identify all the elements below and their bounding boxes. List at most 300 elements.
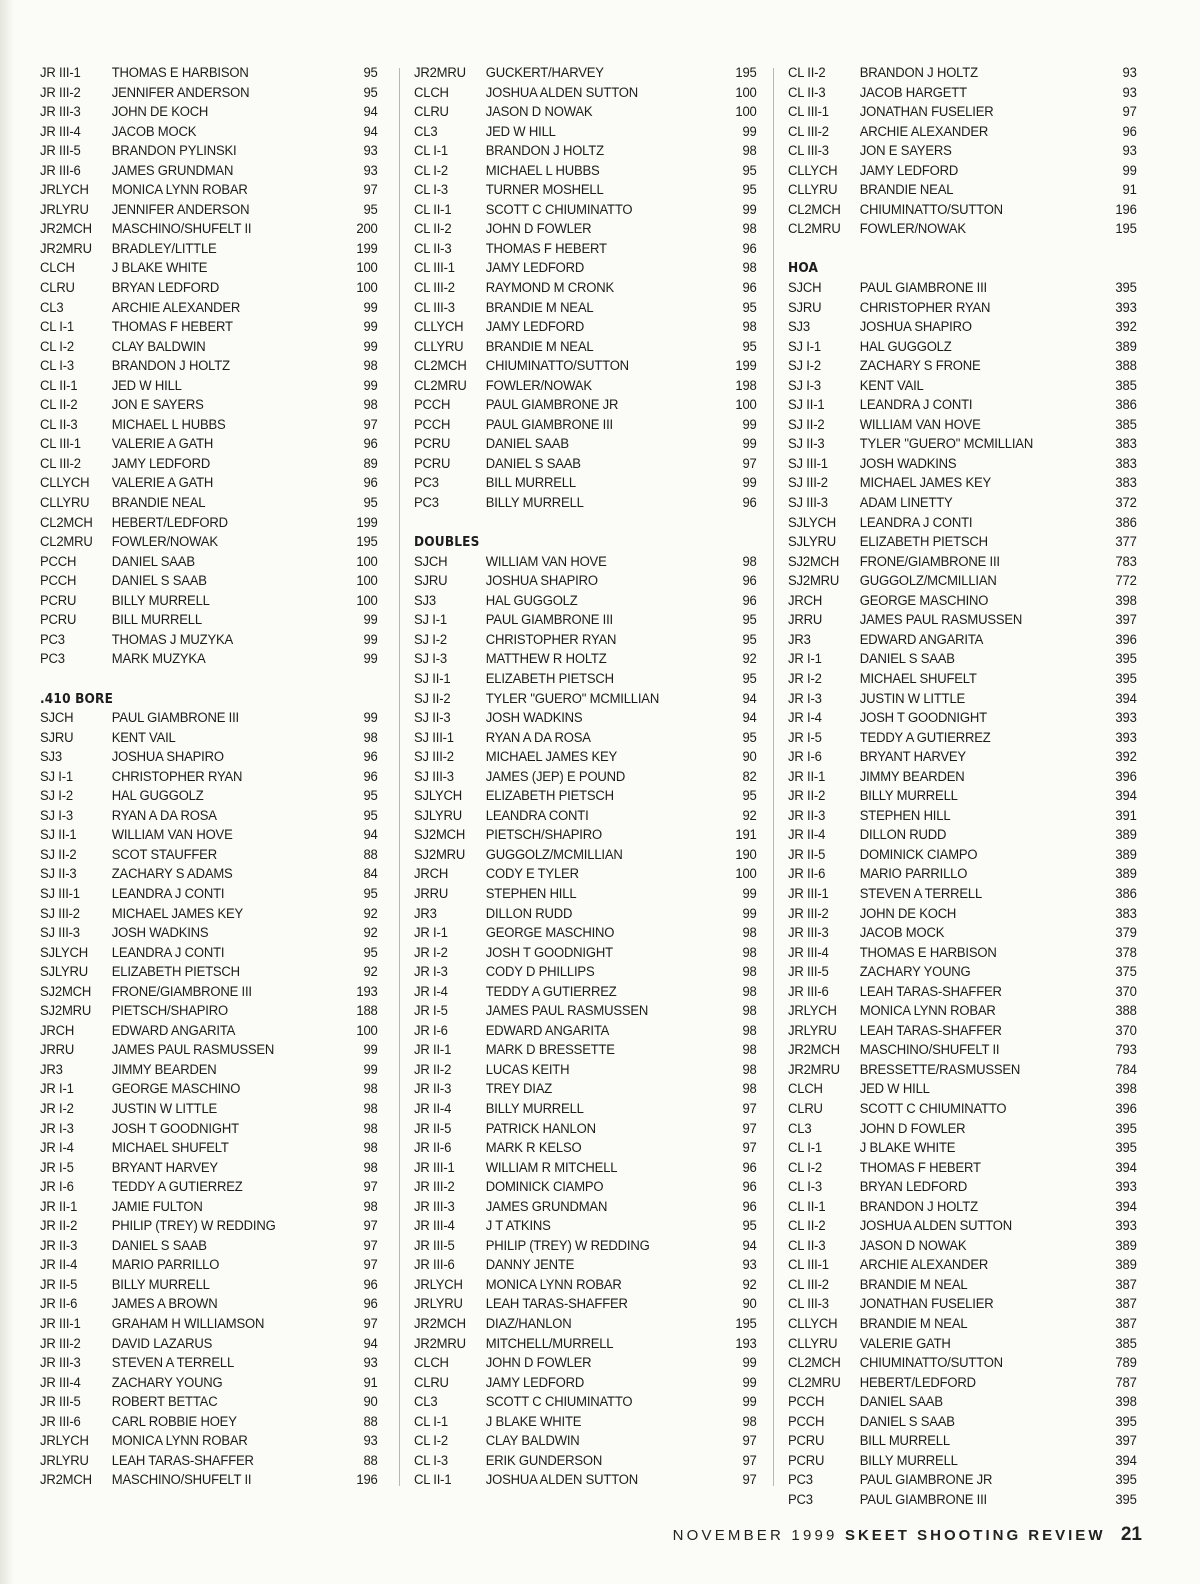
event-code: CLRU — [40, 280, 75, 297]
event-code: CLLYCH — [40, 475, 90, 492]
column-divider — [773, 68, 774, 1486]
event-code: JR II-1 — [40, 1198, 78, 1215]
event-code: SJ I-2 — [40, 788, 73, 805]
shooter-name: WILLIAM VAN HOVE — [111, 827, 233, 844]
result-row — [788, 1432, 1144, 1452]
score-value: 398 — [1115, 1394, 1137, 1411]
score-value: 784 — [1115, 1061, 1137, 1078]
event-code: CL3 — [414, 123, 438, 140]
result-row — [40, 553, 385, 573]
shooter-name: BILL MURRELL — [485, 475, 576, 492]
score-value: 97 — [363, 416, 378, 433]
result-row — [40, 1432, 385, 1452]
result-row — [788, 944, 1144, 964]
score-value: 93 — [1122, 84, 1137, 101]
result-row — [788, 807, 1144, 827]
score-value: 99 — [363, 377, 378, 394]
result-row — [414, 1237, 764, 1257]
result-row — [788, 514, 1144, 534]
result-row — [40, 826, 385, 846]
result-row — [414, 84, 764, 104]
result-row — [40, 533, 385, 553]
shooter-name: CHIUMINATTO/SUTTON — [859, 1355, 1003, 1372]
result-row — [40, 924, 385, 944]
event-code: CL II-2 — [788, 65, 826, 81]
shooter-name: THOMAS F HEBERT — [485, 240, 607, 257]
footer-publication-title: SKEET SHOOTING REVIEW — [844, 1527, 1106, 1544]
event-code: SJ I-1 — [788, 338, 821, 355]
shooter-name: MARIO PARRILLO — [111, 1257, 220, 1274]
result-row — [40, 846, 385, 866]
result-row — [414, 611, 764, 631]
result-row — [414, 279, 764, 299]
event-code: JR I-6 — [40, 1179, 74, 1196]
result-row — [40, 64, 385, 84]
score-value: 95 — [742, 612, 757, 629]
event-code: JR III-5 — [788, 964, 829, 981]
result-row — [40, 357, 385, 377]
event-code: JR I-2 — [788, 670, 822, 687]
shooter-name: J BLAKE WHITE — [111, 260, 208, 277]
shooter-name: THOMAS E HARBISON — [859, 944, 997, 961]
result-row — [414, 1256, 764, 1276]
result-row — [788, 650, 1144, 670]
result-row — [40, 865, 385, 885]
result-row — [788, 299, 1144, 319]
score-value: 98 — [742, 925, 757, 942]
shooter-name: MASCHINO/SHUFELT II — [111, 221, 252, 238]
event-code: JR2MCH — [788, 1042, 840, 1059]
event-code: CLRU — [788, 1100, 823, 1117]
shooter-name: WILLIAM VAN HOVE — [859, 416, 981, 433]
shooter-name: JOHN DE KOCH — [859, 905, 957, 922]
event-code: CL II-2 — [788, 1218, 826, 1235]
event-code: JR I-4 — [788, 710, 822, 727]
result-row — [40, 162, 385, 182]
shooter-name: LUCAS KEITH — [485, 1061, 570, 1078]
result-row — [40, 1022, 385, 1042]
score-value: 97 — [742, 1100, 757, 1117]
result-row — [414, 1315, 764, 1335]
result-row — [40, 1198, 385, 1218]
event-code: CL II-1 — [414, 1472, 452, 1489]
score-value: 91 — [1122, 182, 1137, 199]
result-row — [788, 826, 1144, 846]
shooter-name: STEVEN A TERRELL — [111, 1355, 235, 1372]
score-value: 392 — [1115, 319, 1137, 336]
shooter-name: JAMES (JEP) E POUND — [485, 768, 626, 785]
event-code: CL3 — [788, 1120, 812, 1137]
event-code: PC3 — [40, 631, 65, 648]
result-row — [40, 963, 385, 983]
result-row — [40, 299, 385, 319]
score-value: 191 — [735, 827, 757, 844]
result-row — [788, 963, 1144, 983]
shooter-name: MONICA LYNN ROBAR — [485, 1276, 622, 1293]
shooter-name: ARCHIE ALEXANDER — [859, 1257, 989, 1274]
shooter-name: BRANDIE M NEAL — [485, 338, 594, 355]
shooter-name: STEVEN A TERRELL — [859, 885, 983, 902]
score-value: 393 — [1115, 710, 1137, 727]
event-code: CL II-2 — [414, 221, 452, 238]
shooter-name: THOMAS J MUZYKA — [111, 631, 234, 648]
shooter-name: BILL MURRELL — [859, 1433, 950, 1450]
shooter-name: SCOT STAUFFER — [111, 846, 217, 863]
shooter-name: JAMES PAUL RASMUSSEN — [111, 1042, 275, 1059]
shooter-name: ARCHIE ALEXANDER — [111, 299, 241, 316]
result-row — [414, 1041, 764, 1061]
event-code: JR III-6 — [788, 983, 829, 1000]
score-value: 98 — [742, 221, 757, 238]
event-code: CL I-1 — [414, 143, 448, 160]
score-value: 88 — [363, 1413, 378, 1430]
event-code: SJ II-1 — [414, 670, 451, 687]
score-value: 393 — [1115, 729, 1137, 746]
result-row — [40, 1295, 385, 1315]
result-row — [40, 142, 385, 162]
result-row — [788, 1256, 1144, 1276]
score-value: 97 — [363, 1179, 378, 1196]
result-row — [788, 220, 1144, 240]
result-row — [414, 924, 764, 944]
shooter-name: JOSH T GOODNIGHT — [111, 1120, 239, 1137]
event-code: SJ2MCH — [414, 827, 466, 844]
result-row — [788, 1178, 1144, 1198]
result-row — [40, 416, 385, 436]
score-value: 379 — [1115, 925, 1137, 942]
result-row — [788, 494, 1144, 514]
shooter-name: JOSH WADKINS — [485, 710, 583, 727]
score-value: 94 — [742, 710, 757, 727]
event-code: SJ2MRU — [40, 1003, 92, 1020]
result-row — [414, 729, 764, 749]
score-value: 394 — [1115, 1198, 1137, 1215]
event-code: CLLYCH — [414, 319, 464, 336]
event-code: SJ I-3 — [40, 807, 73, 824]
score-value: 393 — [1115, 1179, 1137, 1196]
score-value: 96 — [363, 436, 378, 453]
score-value: 389 — [1115, 1257, 1137, 1274]
event-code: CL II-3 — [414, 240, 452, 257]
event-code: CL III-1 — [414, 260, 455, 277]
event-code: PC3 — [414, 475, 439, 492]
score-value: 385 — [1115, 1335, 1137, 1352]
shooter-name: ZACHARY S FRONE — [859, 358, 981, 375]
shooter-name: GEORGE MASCHINO — [485, 925, 615, 942]
score-value: 97 — [742, 1433, 757, 1450]
shooter-name: J T ATKINS — [485, 1218, 551, 1235]
event-code: JRLYRU — [788, 1022, 837, 1039]
result-row — [40, 1374, 385, 1394]
score-value: 91 — [363, 1374, 378, 1391]
score-value: 94 — [363, 827, 378, 844]
score-value: 92 — [742, 807, 757, 824]
result-row — [414, 826, 764, 846]
result-row — [788, 377, 1144, 397]
shooter-name: CLAY BALDWIN — [111, 338, 206, 355]
event-code: JR III-5 — [40, 1394, 81, 1411]
result-row — [40, 1393, 385, 1413]
shooter-name: BRANDIE M NEAL — [485, 299, 594, 316]
score-value: 96 — [363, 475, 378, 492]
event-code: CL I-3 — [788, 1179, 822, 1196]
event-code: SJ II-3 — [40, 866, 77, 883]
shooter-name: JENNIFER ANDERSON — [111, 201, 250, 218]
result-row — [788, 553, 1144, 573]
event-code: CL II-1 — [40, 377, 78, 394]
event-code: JR2MCH — [40, 221, 92, 238]
score-value: 97 — [363, 1316, 378, 1332]
score-value: 98 — [363, 1100, 378, 1117]
result-row — [788, 181, 1144, 201]
result-row — [414, 299, 764, 319]
result-row — [414, 1354, 764, 1374]
score-value: 97 — [742, 1452, 757, 1469]
event-code: CL3 — [414, 1394, 438, 1411]
result-row — [788, 1198, 1144, 1218]
event-code: JR III-5 — [414, 1237, 455, 1254]
event-code: CLCH — [788, 1081, 823, 1098]
event-code: JR II-2 — [414, 1061, 452, 1078]
shooter-name: DANIEL S SAAB — [859, 651, 955, 668]
event-code: PCCH — [414, 416, 451, 433]
result-row — [788, 1471, 1144, 1491]
score-value: 94 — [363, 1335, 378, 1352]
score-value: 395 — [1115, 1120, 1137, 1137]
result-row — [788, 416, 1144, 436]
score-value: 95 — [363, 495, 378, 512]
result-row — [40, 338, 385, 358]
shooter-name: BRANDIE M NEAL — [859, 1316, 968, 1332]
result-row — [40, 748, 385, 768]
event-code: CL II-3 — [788, 1237, 826, 1254]
shooter-name: DANIEL SAAB — [859, 1394, 943, 1411]
shooter-name: BILLY MURRELL — [485, 495, 584, 512]
score-value: 99 — [742, 436, 757, 453]
shooter-name: TYLER "GUERO" MCMILLIAN — [485, 690, 660, 707]
score-value: 395 — [1115, 1472, 1137, 1489]
score-value: 195 — [356, 534, 378, 551]
result-row — [40, 1002, 385, 1022]
result-row — [788, 885, 1144, 905]
event-code: JR II-6 — [40, 1296, 78, 1313]
event-code: JR I-2 — [40, 1100, 74, 1117]
shooter-name: JOHN D FOWLER — [485, 221, 592, 238]
shooter-name: THOMAS F HEBERT — [859, 1159, 981, 1176]
score-value: 94 — [742, 1237, 757, 1254]
result-row — [40, 1217, 385, 1237]
shooter-name: GEORGE MASCHINO — [111, 1081, 241, 1098]
result-row — [414, 631, 764, 651]
event-code: CL2MCH — [788, 1355, 841, 1372]
score-value: 99 — [742, 885, 757, 902]
score-value: 99 — [742, 123, 757, 140]
result-row — [788, 1393, 1144, 1413]
event-code: JRCH — [40, 1022, 75, 1039]
event-code: SJ I-3 — [788, 377, 821, 394]
score-value: 398 — [1115, 1081, 1137, 1098]
result-row — [788, 435, 1144, 455]
score-value: 95 — [742, 729, 757, 746]
score-value: 96 — [742, 1159, 757, 1176]
section-spacer — [414, 514, 764, 534]
shooter-name: MARK D BRESSETTE — [485, 1042, 615, 1059]
score-value: 199 — [356, 240, 378, 257]
event-code: SJ2MCH — [40, 983, 92, 1000]
shooter-name: STEPHEN HILL — [485, 885, 577, 902]
score-value: 94 — [363, 104, 378, 121]
result-row — [788, 103, 1144, 123]
event-code: SJ III-1 — [414, 729, 454, 746]
event-code: JR I-3 — [788, 690, 822, 707]
result-row — [788, 1100, 1144, 1120]
result-row — [40, 220, 385, 240]
score-value: 370 — [1115, 983, 1137, 1000]
shooter-name: VALERIE GATH — [859, 1335, 951, 1352]
score-value: 95 — [363, 788, 378, 805]
results-column-1 — [40, 64, 385, 1491]
event-code: JR III-4 — [414, 1218, 455, 1235]
shooter-name: FRONE/GIAMBRONE III — [111, 983, 252, 1000]
section-heading: HOA — [788, 260, 819, 277]
score-value: 100 — [735, 397, 757, 414]
event-code: JRLYRU — [414, 1296, 463, 1313]
result-row — [414, 455, 764, 475]
shooter-name: LEAH TARAS-SHAFFER — [859, 983, 1002, 1000]
score-value: 393 — [1115, 299, 1137, 316]
score-value: 97 — [363, 1237, 378, 1254]
result-row — [788, 1159, 1144, 1179]
result-row — [414, 1061, 764, 1081]
shooter-name: CHRISTOPHER RYAN — [111, 768, 243, 785]
event-code: JR I-3 — [40, 1120, 74, 1137]
result-row — [414, 396, 764, 416]
shooter-name: ADAM LINETTY — [859, 495, 953, 512]
score-value: 95 — [742, 1218, 757, 1235]
result-row — [788, 690, 1144, 710]
shooter-name: JOHN DE KOCH — [111, 104, 209, 121]
score-value: 98 — [742, 1042, 757, 1059]
event-code: SJ II-2 — [414, 690, 451, 707]
score-value: 95 — [742, 338, 757, 355]
score-value: 394 — [1115, 690, 1137, 707]
result-row — [414, 787, 764, 807]
section-spacer — [788, 240, 1144, 260]
score-value: 188 — [356, 1003, 378, 1020]
event-code: CL2MRU — [788, 1374, 841, 1391]
result-row — [414, 377, 764, 397]
result-row — [40, 709, 385, 729]
result-row — [788, 1139, 1144, 1159]
score-value: 95 — [742, 162, 757, 179]
event-code: CL II-3 — [40, 416, 78, 433]
score-value: 95 — [363, 201, 378, 218]
score-value: 97 — [742, 1472, 757, 1489]
score-value: 96 — [1122, 123, 1137, 140]
result-row — [40, 1276, 385, 1296]
event-code: JR III-1 — [788, 885, 829, 902]
score-value: 92 — [742, 1276, 757, 1293]
event-code: JR II-2 — [788, 788, 826, 805]
shooter-name: JAMES GRUNDMAN — [485, 1198, 608, 1215]
shooter-name: FOWLER/NOWAK — [111, 534, 218, 551]
result-row — [788, 611, 1144, 631]
result-row — [40, 1452, 385, 1472]
score-value: 395 — [1115, 670, 1137, 687]
result-row — [414, 690, 764, 710]
shooter-name: ZACHARY S ADAMS — [111, 866, 233, 883]
result-row — [40, 240, 385, 260]
score-value: 396 — [1115, 631, 1137, 648]
shooter-name: LEANDRA CONTI — [485, 807, 589, 824]
shooter-name: BILLY MURRELL — [485, 1100, 584, 1117]
score-value: 98 — [363, 358, 378, 375]
result-row — [788, 1491, 1144, 1511]
shooter-name: BILLY MURRELL — [859, 1452, 958, 1469]
shooter-name: ELIZABETH PIETSCH — [859, 534, 988, 551]
event-code: SJCH — [788, 280, 822, 297]
event-code: JR III-3 — [40, 104, 81, 121]
shooter-name: MARK R KELSO — [485, 1140, 582, 1157]
score-value: 95 — [742, 182, 757, 199]
score-value: 377 — [1115, 534, 1137, 551]
result-row — [788, 1452, 1144, 1472]
score-value: 198 — [735, 377, 757, 394]
result-row — [788, 1295, 1144, 1315]
score-value: 98 — [363, 1198, 378, 1215]
score-value: 378 — [1115, 944, 1137, 961]
event-code: CL I-3 — [40, 358, 74, 375]
event-code: JR2MCH — [40, 1472, 92, 1489]
score-value: 98 — [742, 553, 757, 570]
score-value: 93 — [363, 143, 378, 160]
result-row — [40, 729, 385, 749]
score-value: 99 — [363, 338, 378, 355]
event-code: PC3 — [40, 651, 65, 668]
event-code: JR III-4 — [788, 944, 829, 961]
event-code: JR II-4 — [788, 827, 826, 844]
score-value: 98 — [363, 1159, 378, 1176]
shooter-name: RAYMOND M CRONK — [485, 280, 615, 297]
event-code: JRLYCH — [788, 1003, 837, 1020]
event-code: CL I-1 — [414, 1413, 448, 1430]
event-code: CL I-2 — [788, 1159, 822, 1176]
shooter-name: MARIO PARRILLO — [859, 866, 968, 883]
event-code: CL I-3 — [414, 182, 448, 199]
score-value: 195 — [1115, 221, 1137, 238]
shooter-name: DANNY JENTE — [485, 1257, 575, 1274]
event-code: JRRU — [40, 1042, 75, 1059]
score-value: 99 — [363, 1042, 378, 1059]
shooter-name: DANIEL S SAAB — [859, 1413, 955, 1430]
result-row — [414, 670, 764, 690]
shooter-name: RYAN A DA ROSA — [111, 807, 217, 824]
score-value: 387 — [1115, 1296, 1137, 1313]
event-code: JRLYRU — [40, 201, 89, 218]
shooter-name: JAMIE FULTON — [111, 1198, 203, 1215]
result-row — [414, 1452, 764, 1472]
result-row — [40, 1100, 385, 1120]
event-code: JR II-3 — [414, 1081, 452, 1098]
shooter-name: PIETSCH/SHAPIRO — [111, 1003, 228, 1020]
shooter-name: BILLY MURRELL — [111, 592, 210, 609]
score-value: 99 — [363, 651, 378, 668]
shooter-name: MICHAEL JAMES KEY — [485, 749, 618, 766]
score-value: 100 — [356, 553, 378, 570]
result-row — [40, 1159, 385, 1179]
event-code: SJ I-1 — [40, 768, 73, 785]
score-value: 99 — [742, 416, 757, 433]
